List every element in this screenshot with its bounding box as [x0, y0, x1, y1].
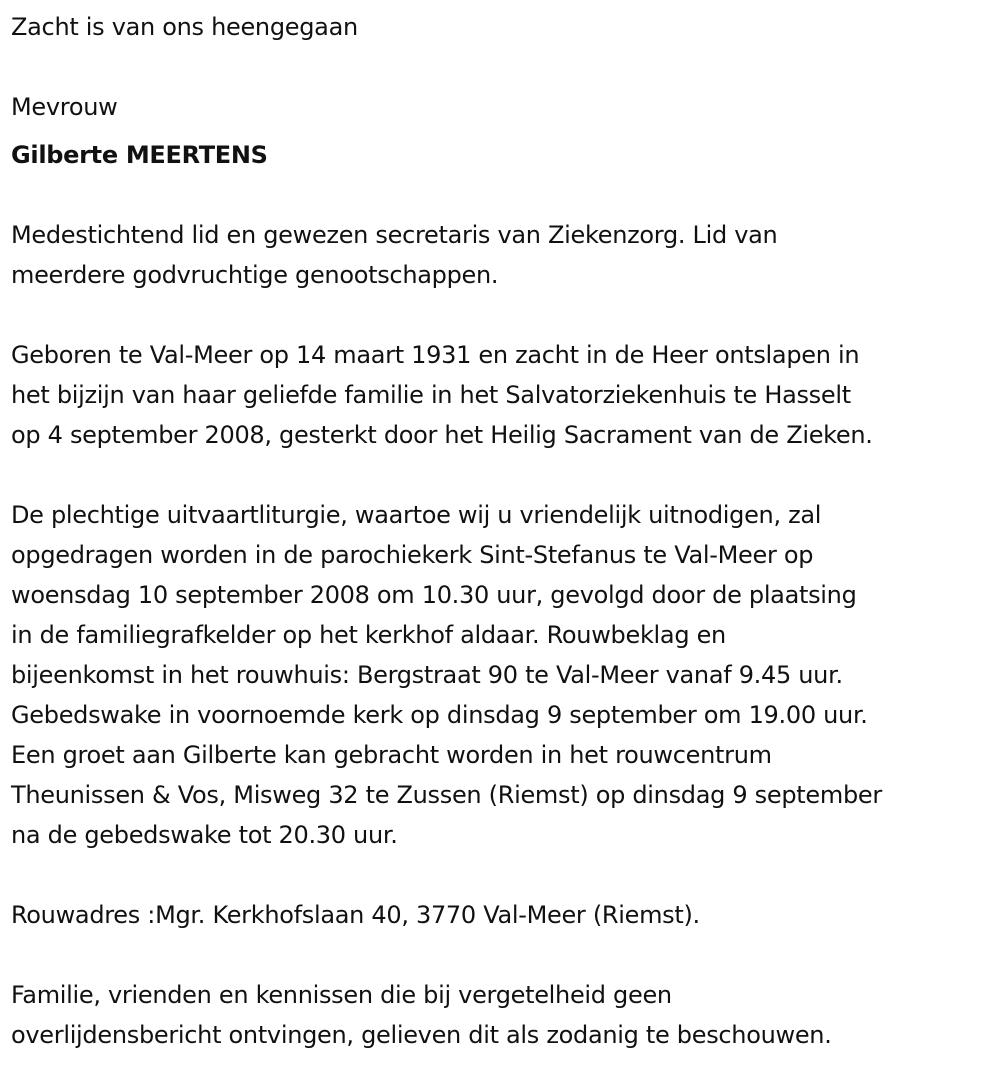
- obituary-notice: [11, 7, 996, 1055]
- ceremony-line: bijeenkomst in het rouwhuis: Bergstraat 90 te Val-Meer vanaf 9.45 uur.: [11, 661, 843, 689]
- intro-line: Zacht is van ons heengegaan: [11, 13, 358, 41]
- birth-death-paragraph: [11, 335, 996, 455]
- ceremony-line: De plechtige uitvaartliturgie, waartoe wij u vriendelijk uitnodigen, zal: [11, 501, 822, 529]
- birth-death-line: Geboren te Val-Meer op 14 maart 1931 en zacht in de Heer ontslapen in: [11, 341, 860, 369]
- bio-line: Medestichtend lid en gewezen secretaris van Ziekenzorg. Lid van: [11, 221, 778, 249]
- ceremony-line: na de gebedswake tot 20.30 uur.: [11, 821, 398, 849]
- bio-paragraph: [11, 215, 996, 295]
- ceremony-line: in de familiegrafkelder op het kerkhof aldaar. Rouwbeklag en: [11, 621, 726, 649]
- ceremony-line: Een groet aan Gilberte kan gebracht worden in het rouwcentrum: [11, 741, 772, 769]
- ceremony-line: Gebedswake in voornoemde kerk op dinsdag 9 september om 19.00 uur.: [11, 701, 868, 729]
- ceremony-line: opgedragen worden in de parochiekerk Sint-Stefanus te Val-Meer op: [11, 541, 814, 569]
- bio-line: meerdere godvruchtige genootschappen.: [11, 261, 499, 289]
- closing-line: overlijdensbericht ontvingen, gelieven dit als zodanig te beschouwen.: [11, 1021, 832, 1049]
- birth-death-line: op 4 september 2008, gesterkt door het Heilig Sacrament van de Zieken.: [11, 421, 873, 449]
- birth-death-line: het bijzijn van haar geliefde familie in het Salvatorziekenhuis te Hasselt: [11, 381, 851, 409]
- closing-paragraph: [11, 975, 996, 1055]
- ceremony-line: Theunissen & Vos, Misweg 32 te Zussen (Riemst) op dinsdag 9 september: [11, 781, 882, 809]
- closing-line: Familie, vrienden en kennissen die bij vergetelheid geen: [11, 981, 672, 1009]
- deceased-name: Gilberte MEERTENS: [11, 141, 268, 169]
- salutation: Mevrouw: [11, 93, 118, 121]
- ceremony-line: woensdag 10 september 2008 om 10.30 uur, gevolgd door de plaatsing: [11, 581, 857, 609]
- mourning-address: Rouwadres :Mgr. Kerkhofslaan 40, 3770 Val-Meer (Riemst).: [11, 901, 700, 929]
- ceremony-paragraph: [11, 495, 996, 855]
